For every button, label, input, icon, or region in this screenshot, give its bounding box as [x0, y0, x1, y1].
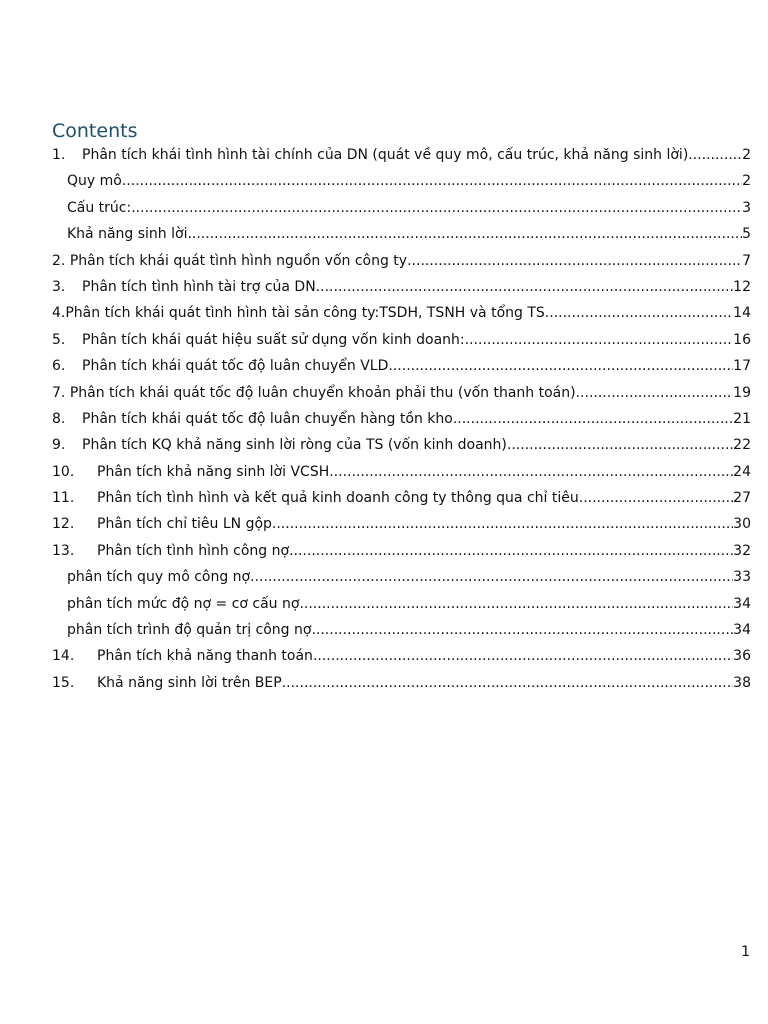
- toc-leader-dots: [299, 592, 733, 616]
- toc-entry-page: 16: [733, 331, 751, 348]
- toc-entry-label: Khả năng sinh lời: [67, 226, 188, 243]
- toc-leader-dots: [688, 143, 742, 167]
- toc-entry-number: 9.: [52, 437, 66, 454]
- toc-entry-page: 3: [742, 199, 751, 216]
- toc-entry-label: Phân tích khái quát tốc độ luân chuyển hàng tồn kho: [82, 410, 453, 427]
- toc-entry-page: 24: [733, 463, 751, 480]
- toc-entry[interactable]: [52, 512, 751, 538]
- toc-entry[interactable]: [52, 460, 751, 486]
- toc-leader-dots: [507, 433, 733, 457]
- toc-entry-label: Phân tích khả năng thanh toán: [97, 648, 313, 665]
- toc-entry-number: 15.: [52, 674, 75, 691]
- toc-leader-dots: [316, 275, 733, 299]
- toc-entry-label: phân tích mức độ nợ = cơ cấu nợ: [67, 595, 300, 612]
- toc-leader-dots: [453, 407, 733, 431]
- toc-entry-label: Cấu trúc:: [67, 199, 132, 216]
- toc-leader-dots: [250, 565, 733, 589]
- toc-entry-page: 33: [733, 569, 751, 586]
- toc-entry-page: 30: [733, 516, 751, 533]
- toc-leader-dots: [407, 249, 742, 273]
- toc-entry-label: Phân tích tình hình công nợ: [97, 542, 290, 559]
- toc-entry[interactable]: [52, 143, 751, 169]
- toc-subentry[interactable]: [52, 565, 751, 591]
- toc-leader-dots: [311, 618, 733, 642]
- toc-entry-label: Phân tích khái quát hiệu suất sử dụng vốn kinh doanh:: [82, 331, 465, 348]
- toc-entry-label: Phân tích tình hình và kết quả kinh doanh công ty thông qua chỉ tiêu: [97, 490, 579, 507]
- toc-entry-label: Phân tích KQ khả năng sinh lời ròng của TS (vốn kinh doanh): [82, 437, 507, 454]
- toc-entry-page: 36: [733, 648, 751, 665]
- toc-leader-dots: [545, 301, 733, 325]
- toc-leader-dots: [576, 381, 734, 405]
- toc-entry-number: 8.: [52, 410, 66, 427]
- toc-entry[interactable]: [52, 433, 751, 459]
- toc-entry-number: 14.: [52, 648, 75, 665]
- toc-entry[interactable]: [52, 275, 751, 301]
- toc-entry-page: 38: [733, 674, 751, 691]
- toc-entry-number: 3.: [52, 278, 66, 295]
- toc-entry-page: 34: [733, 622, 751, 639]
- toc-entry-page: 7: [742, 252, 751, 269]
- toc-entry-label: Phân tích chỉ tiêu LN gộp: [97, 516, 272, 533]
- toc-entry-number: 4.: [52, 305, 66, 322]
- toc-entry-page: 21: [733, 410, 751, 427]
- table-of-contents: [52, 143, 751, 697]
- toc-entry-label: Khả năng sinh lời trên BEP: [97, 674, 282, 691]
- toc-entry-page: 34: [733, 595, 751, 612]
- toc-subentry[interactable]: [52, 222, 751, 248]
- toc-leader-dots: [272, 512, 733, 536]
- toc-entry-page: 5: [742, 226, 751, 243]
- toc-entry[interactable]: [52, 407, 751, 433]
- toc-leader-dots: [313, 644, 733, 668]
- toc-leader-dots: [122, 169, 742, 193]
- toc-entry-page: 2: [742, 147, 751, 163]
- toc-entry[interactable]: [52, 539, 751, 565]
- toc-leader-dots: [131, 196, 742, 220]
- toc-entry[interactable]: [52, 486, 751, 512]
- toc-entry[interactable]: [52, 381, 751, 407]
- toc-leader-dots: [187, 222, 742, 246]
- toc-entry-page: 2: [742, 173, 751, 190]
- toc-entry-label: phân tích quy mô công nợ: [67, 569, 251, 586]
- toc-leader-dots: [465, 328, 734, 352]
- toc-entry-page: 12: [733, 278, 751, 295]
- toc-entry-number: 6.: [52, 358, 66, 375]
- toc-heading: Contents: [52, 120, 138, 142]
- toc-entry-label: Phân tích khái quát tốc độ luân chuyển khoản phải thu (vốn thanh toán): [69, 384, 576, 401]
- toc-leader-dots: [282, 671, 733, 695]
- toc-entry-page: 17: [733, 358, 751, 375]
- toc-entry[interactable]: [52, 328, 751, 354]
- page-number: 1: [741, 944, 750, 960]
- toc-entry[interactable]: [52, 354, 751, 380]
- toc-entry[interactable]: [52, 249, 751, 275]
- toc-entry[interactable]: [52, 671, 751, 697]
- toc-entry[interactable]: [52, 301, 751, 327]
- toc-leader-dots: [579, 486, 733, 510]
- toc-entry-label: Phân tích khái quát tình hình tài sản công ty:TSDH, TSNH và tổng TS: [65, 305, 545, 322]
- toc-entry-label: Phân tích khái quát tình hình nguồn vốn công ty: [69, 252, 408, 269]
- toc-entry-number: 1.: [52, 147, 66, 163]
- toc-entry-number: 13.: [52, 542, 75, 559]
- toc-subentry[interactable]: [52, 169, 751, 195]
- toc-subentry[interactable]: [52, 592, 751, 618]
- toc-entry-number: 5.: [52, 331, 66, 348]
- toc-entry-label: Phân tích khái quát tốc độ luân chuyển VLD: [82, 358, 389, 375]
- toc-entry-page: 32: [733, 542, 751, 559]
- toc-entry-number: 2.: [52, 252, 66, 269]
- toc-entry-number: 7.: [52, 384, 66, 401]
- toc-entry-label: Quy mô: [67, 173, 122, 190]
- toc-entry-number: 12.: [52, 516, 75, 533]
- toc-entry-page: 19: [733, 384, 751, 401]
- toc-entry-page: 22: [733, 437, 751, 454]
- toc-entry-number: 10.: [52, 463, 75, 480]
- toc-entry-label: Phân tích khả năng sinh lời VCSH: [97, 463, 330, 480]
- toc-entry-page: 27: [733, 490, 751, 507]
- toc-leader-dots: [329, 460, 733, 484]
- toc-subentry[interactable]: [52, 196, 751, 222]
- toc-subentry[interactable]: [52, 618, 751, 644]
- toc-entry-label: phân tích trình độ quản trị công nợ: [67, 622, 312, 639]
- toc-entry-number: 11.: [52, 490, 75, 507]
- toc-entry-label: Phân tích tình hình tài trợ của DN: [82, 278, 316, 295]
- toc-entry-label: Phân tích khái tình hình tài chính của DN (quát về quy mô, cấu trúc, khả năng sinh lời): [82, 147, 689, 163]
- toc-entry-page: 14: [733, 305, 751, 322]
- toc-entry[interactable]: [52, 644, 751, 670]
- toc-leader-dots: [289, 539, 733, 563]
- toc-leader-dots: [388, 354, 733, 378]
